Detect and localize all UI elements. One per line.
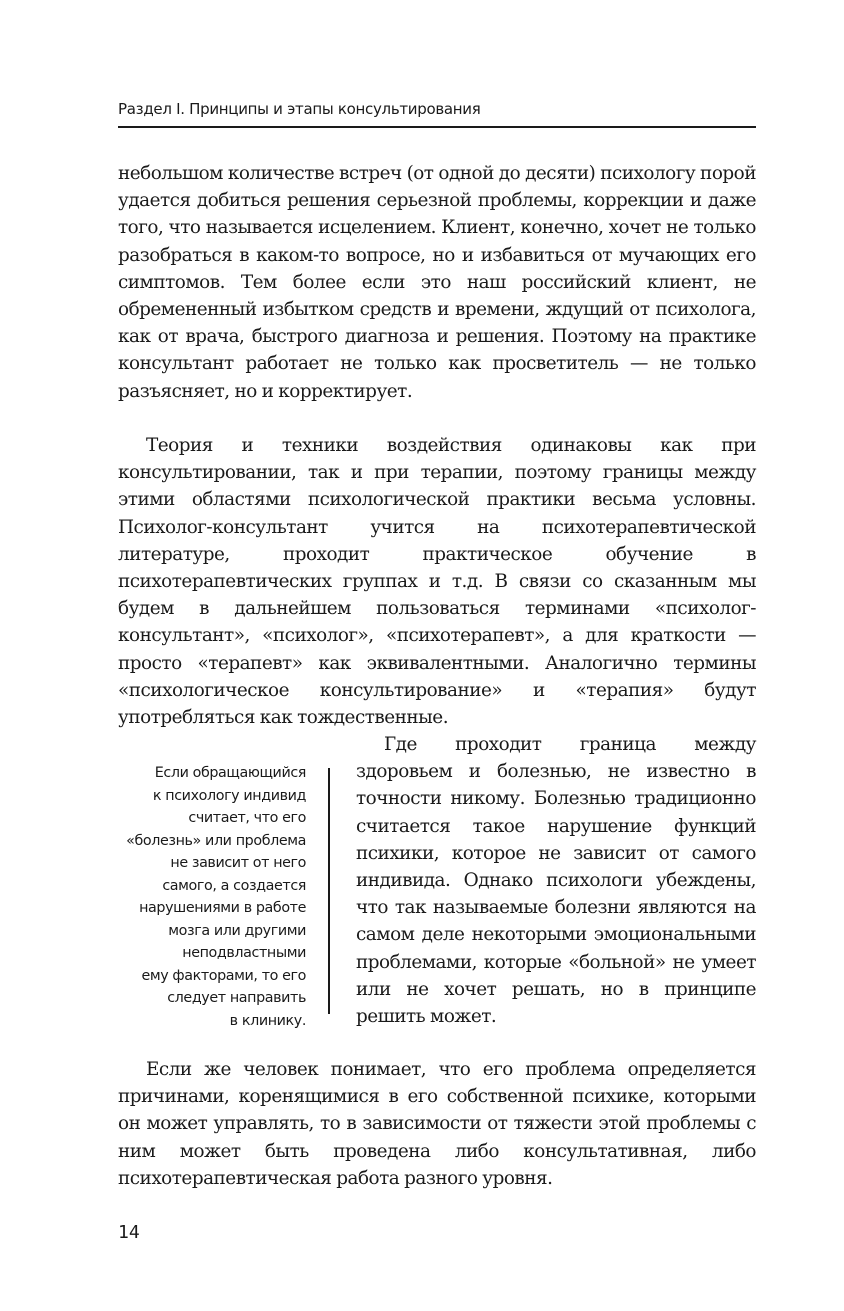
margin-sidenote: [90, 762, 306, 1032]
sidenote-line: в клинику.: [229, 1012, 306, 1029]
sidenote-line: следует направить: [167, 990, 306, 1006]
running-header: [118, 100, 756, 128]
page-number: 14: [118, 1222, 140, 1243]
sidenote-line: считает, что его: [188, 810, 306, 826]
sidenote-line: самого, а создается: [162, 877, 306, 894]
sidenote-line: Если обращающийся: [154, 765, 306, 781]
paragraph-2: Теория и техники воздействия одинаковы как при консультировании, так и при терапии, поэтому границы между этими областями психологической практики весьма условны. Психолог-консультант учится на психотерапевтической литературе, проходит практическое обучение в психотерапевтических группах и т.д. В связи со сказанным мы будем в дальнейшем пользоваться терминами «психолог-консультант», «психолог», «психотерапевт», а для краткости — просто «терапевт» как эквивалентными. Аналогично термины «психологическое консультирование» и «терапия» будут употребляться как тождественные.: [118, 435, 756, 729]
sidenote-line: ему факторами, то его: [141, 967, 306, 984]
paragraph-3: Где проходит граница между здоровьем и болезнью, не известно в точности никому. Болезнью традиционно считается такое нарушение функций психики, которое не зависит от самого индивида. Однако психологи убеждены, что так называемые болезни являются на самом деле некоторыми эмоциональными проблемами, которые «больной» не умеет или не хочет решать, но в принципе решить может.: [356, 734, 756, 1028]
sidenote-line: нарушениями в работе: [139, 900, 306, 916]
sidenote-line: неподвластными: [182, 945, 306, 961]
paragraph-1: небольшом количестве встреч (от одной до десяти) психологу порой удается добиться решения серьезной проблемы, коррекции и даже того, что называется исцелением. Клиент, конечно, хочет не только разобраться в каком-то вопросе, но и избавиться от мучающих его симптомов. Тем более если это наш российский клиент, не обремененный избытком средств и времени, ждущий от психолога, как от врача, быстрого диагноза и решения. Поэтому на практике консультант работает не только как просветитель — не только разъясняет, но и корректирует.: [118, 163, 756, 402]
sidenote-line: не зависит от него: [170, 855, 306, 871]
paragraph-4: Если же человек понимает, что его проблема определяется причинами, коренящимися в его собственной психике, которыми он может управлять, то в зависимости от тяжести этой проблемы с ним может быть проведена либо консультативная, либо психотерапевтическая работа разного уровня.: [118, 1059, 756, 1189]
sidenote-line: мозга или другими: [168, 922, 306, 939]
running-title: Раздел I. Принципы и этапы консультирования: [118, 100, 481, 118]
sidenote-line: к психологу индивид: [152, 787, 306, 804]
sidenote-divider: [328, 768, 330, 1014]
sidenote-line: «болезнь» или проблема: [126, 832, 306, 849]
